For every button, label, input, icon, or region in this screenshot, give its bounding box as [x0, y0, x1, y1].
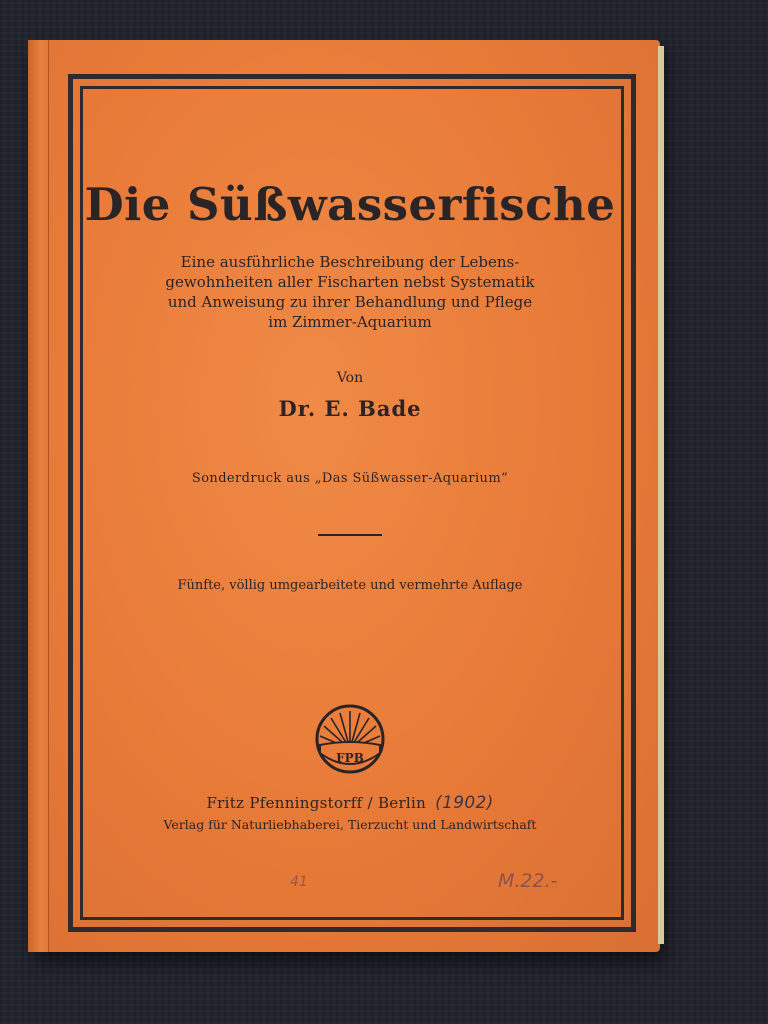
- divider-rule: [318, 534, 382, 536]
- subtitle-line: im Zimmer-Aquarium: [268, 312, 432, 331]
- by-label: Von: [336, 369, 364, 386]
- publisher-emblem-icon: [314, 703, 386, 775]
- book-title: Die Süßwasserfische: [84, 178, 616, 231]
- subtitle-line: Eine ausführliche Beschreibung der Lebens-: [180, 252, 520, 271]
- pencil-mark: 41: [290, 874, 308, 890]
- subtitle-line: und Anweisung zu ihrer Behandlung und Pflege: [167, 292, 533, 311]
- book-subtitle: [84, 252, 616, 332]
- publisher-subline: Verlag für Naturliebhaberei, Tierzucht und Landwirtschaft: [163, 816, 537, 832]
- emblem-letters: FPB: [336, 750, 364, 765]
- publisher-text: Fritz Pfenningstorff / Berlin: [206, 793, 427, 812]
- book-spine: [28, 40, 49, 952]
- edition-note: Fünfte, völlig umgearbeitete und vermehrte Auflage: [177, 577, 523, 593]
- publisher-name: [84, 793, 616, 813]
- author-name: Dr. E. Bade: [278, 395, 422, 421]
- page-edges: [658, 46, 664, 944]
- pencil-price: M.22.-: [498, 870, 558, 892]
- book-cover: [28, 40, 660, 952]
- subtitle-line: gewohnheiten aller Fischarten nebst Systematik: [165, 272, 535, 291]
- handwritten-year: (1902): [435, 792, 494, 813]
- reprint-note: Sonderdruck aus „Das Süßwasser-Aquarium“: [191, 470, 509, 486]
- cover-content: [84, 180, 616, 832]
